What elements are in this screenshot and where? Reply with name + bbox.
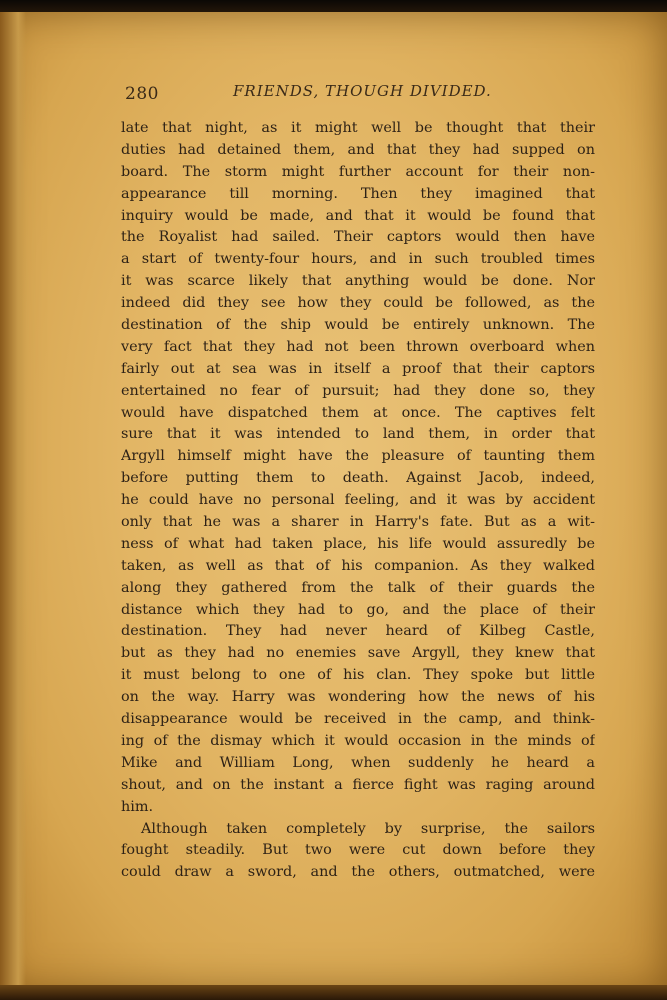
text-line: entertained no fear of pursuit; had they done so, they (121, 382, 595, 399)
page-number: 280 (125, 84, 159, 104)
book-bottom-edge (0, 985, 667, 1000)
text-line: distance which they had to go, and the place of their (121, 601, 595, 618)
text-line: a start of twenty-four hours, and in such troubled times (121, 251, 595, 268)
paragraph (121, 118, 595, 819)
text-line: it was scarce likely that anything would be done. Nor (121, 273, 595, 290)
text-line: very fact that they had not been thrown overboard when (121, 338, 595, 355)
text-line: board. The storm might further account for their non- (121, 163, 595, 180)
text-line: shout, and on the instant a fierce fight was raging around (121, 776, 595, 793)
text-line: could draw a sword, and the others, outmatched, were (121, 864, 595, 881)
text-line: destination. They had never heard of Kilbeg Castle, (121, 623, 595, 640)
text-line: disappearance would be received in the camp, and think- (121, 711, 595, 728)
text-line: fairly out at sea was in itself a proof that their captors (121, 360, 595, 377)
body-text (121, 118, 595, 884)
text-line: taken, as well as that of his companion. As they walked (121, 557, 595, 574)
text-line: inquiry would be made, and that it would be found that (121, 207, 595, 224)
text-line: Argyll himself might have the pleasure of taunting them (121, 448, 595, 465)
text-line: indeed did they see how they could be followed, as the (121, 295, 595, 312)
paragraph (121, 819, 595, 885)
text-line: duties had detained them, and that they had supped on (121, 141, 595, 158)
text-line: Although taken completely by surprise, the sailors (141, 820, 595, 837)
text-line: would have dispatched them at once. The captives felt (121, 404, 595, 421)
text-line: along they gathered from the talk of their guards the (121, 579, 595, 596)
book-spine-shadow (0, 12, 26, 990)
text-line: appearance till morning. Then they imagined that (121, 185, 595, 202)
text-line: Mike and William Long, when suddenly he heard a (121, 754, 595, 771)
text-line: only that he was a sharer in Harry's fate. But as a wit- (121, 514, 595, 531)
text-line: him. (121, 798, 154, 815)
text-line: on the way. Harry was wondering how the news of his (121, 689, 595, 706)
text-line: before putting them to death. Against Jacob, indeed, (121, 470, 595, 487)
running-title: FRIENDS, THOUGH DIVIDED. (233, 82, 492, 100)
text-line: late that night, as it might well be thought that their (121, 120, 595, 136)
text-line: but as they had no enemies save Argyll, they knew that (121, 645, 595, 662)
text-line: it must belong to one of his clan. They spoke but little (121, 667, 595, 684)
text-line: ing of the dismay which it would occasion in the minds of (121, 732, 595, 749)
text-line: destination of the ship would be entirely unknown. The (121, 317, 595, 334)
text-line: he could have no personal feeling, and it was by accident (121, 492, 595, 509)
text-line: ness of what had taken place, his life would assuredly be (121, 535, 595, 552)
text-line: sure that it was intended to land them, in order that (121, 426, 595, 443)
text-line: the Royalist had sailed. Their captors would then have (121, 229, 595, 246)
page-header (121, 80, 595, 106)
text-line: fought steadily. But two were cut down before they (121, 842, 595, 859)
